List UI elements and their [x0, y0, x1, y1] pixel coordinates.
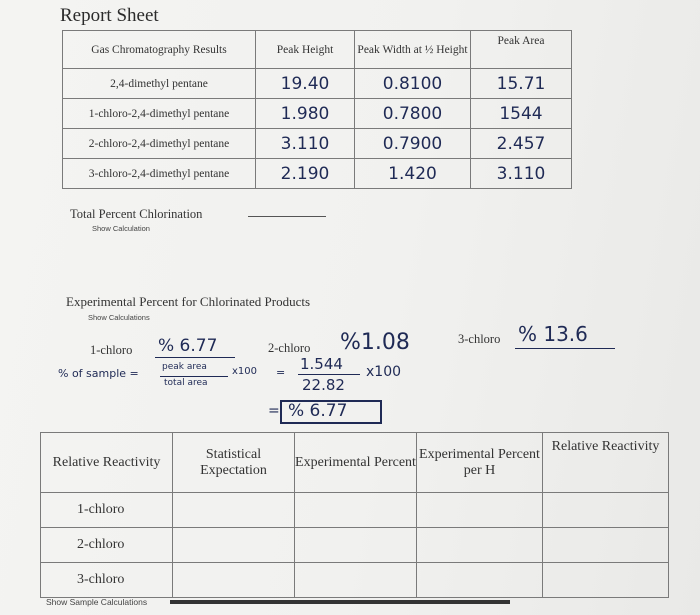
peak-area-value: 2.457 [471, 129, 572, 159]
one-chloro-value: % 6.77 [158, 336, 218, 356]
table-row [63, 69, 572, 99]
equals-sign: = [276, 366, 286, 379]
percent-per-h-cell [417, 493, 543, 528]
experimental-heading: Experimental Percent for Chlorinated Products [66, 294, 311, 309]
compound-name: 2-chloro-2,4-dimethyl pentane [63, 129, 256, 159]
peak-area-value: 3.110 [471, 159, 572, 189]
relative-reactivity-cell [543, 493, 669, 528]
row-label: 3-chloro [41, 563, 173, 598]
total-chlorination-sub: Show Calculation [92, 224, 150, 233]
compound-name: 1-chloro-2,4-dimethyl pentane [63, 99, 256, 129]
gc-header-row [63, 31, 572, 69]
three-chloro-value: % 13.6 [518, 322, 588, 346]
table-row [63, 159, 572, 189]
total-chlorination-label: Total Percent Chlorination [70, 207, 203, 221]
peak-area-value: 15.71 [471, 69, 572, 99]
gc-header-height: Peak Height [256, 31, 355, 69]
peak-height-value: 3.110 [256, 129, 355, 159]
statistical-expectation-cell [173, 493, 295, 528]
table-row [41, 493, 669, 528]
gc-header-area: Peak Area [471, 31, 572, 69]
one-chloro-underline [155, 357, 235, 358]
peak-height-value: 1.980 [256, 99, 355, 129]
peak-area-value: 1544 [471, 99, 572, 129]
peak-width-value: 0.7800 [355, 99, 471, 129]
row-label: 2-chloro [41, 528, 173, 563]
experimental-sub: Show Calculations [88, 313, 150, 322]
calc-multiplier: x100 [366, 364, 402, 380]
compound-name: 3-chloro-2,4-dimethyl pentane [63, 159, 256, 189]
statistical-expectation-cell [173, 528, 295, 563]
peak-height-value: 2.190 [256, 159, 355, 189]
calc-fraction-bar [298, 374, 360, 375]
table-row [63, 129, 572, 159]
rr-header-relative-reactivity-2: Relative Reactivity [543, 433, 669, 493]
percent-per-h-cell [417, 528, 543, 563]
peak-width-value: 1.420 [355, 159, 471, 189]
calc-denominator: 22.82 [302, 376, 345, 394]
three-chloro-label: 3-chloro [458, 332, 501, 346]
experimental-percent-cell [295, 528, 417, 563]
statistical-expectation-cell [173, 563, 295, 598]
table-row [41, 563, 669, 598]
formula-fraction-bar [160, 376, 228, 377]
formula-prefix: % of sample = [58, 367, 139, 380]
three-chloro-underline [515, 348, 615, 349]
peak-height-value: 19.40 [256, 69, 355, 99]
gc-header-compound: Gas Chromatography Results [63, 31, 256, 69]
table-row [63, 99, 572, 129]
page-edge-bar [170, 600, 510, 604]
peak-width-value: 0.8100 [355, 69, 471, 99]
row-label: 1-chloro [41, 493, 173, 528]
formula-multiplier: x100 [232, 366, 258, 377]
experimental-percent-cell [295, 493, 417, 528]
reactivity-header-row [41, 433, 669, 493]
relative-reactivity-cell [543, 528, 669, 563]
calc-numerator: 1.544 [300, 355, 343, 373]
peak-width-value: 0.7900 [355, 129, 471, 159]
page-title: Report Sheet [60, 5, 159, 26]
one-chloro-label: 1-chloro [90, 343, 133, 357]
experimental-percent-cell [295, 563, 417, 598]
result-equals: = [268, 403, 280, 419]
compound-name: 2,4-dimethyl pentane [63, 69, 256, 99]
footer-note: Show Sample Calculations [46, 597, 148, 607]
reactivity-table [40, 432, 669, 598]
rr-header-relative-reactivity: Relative Reactivity [41, 433, 173, 493]
percent-per-h-cell [417, 563, 543, 598]
formula-numerator: peak area [162, 362, 207, 372]
result-value: % 6.77 [288, 401, 348, 421]
gc-results-table [62, 30, 572, 189]
gc-header-width: Peak Width at ½ Height [355, 31, 471, 69]
total-chlorination-blank [248, 216, 326, 217]
two-chloro-value: %1.08 [340, 330, 410, 355]
formula-denominator: total area [164, 378, 208, 388]
two-chloro-label: 2-chloro [268, 341, 311, 355]
table-row [41, 528, 669, 563]
rr-header-experimental-percent: Experimental Percent [295, 433, 417, 493]
relative-reactivity-cell [543, 563, 669, 598]
rr-header-statistical-expectation: Statistical Expectation [173, 433, 295, 493]
rr-header-experimental-percent-per-h: Experimental Percent per H [417, 433, 543, 493]
